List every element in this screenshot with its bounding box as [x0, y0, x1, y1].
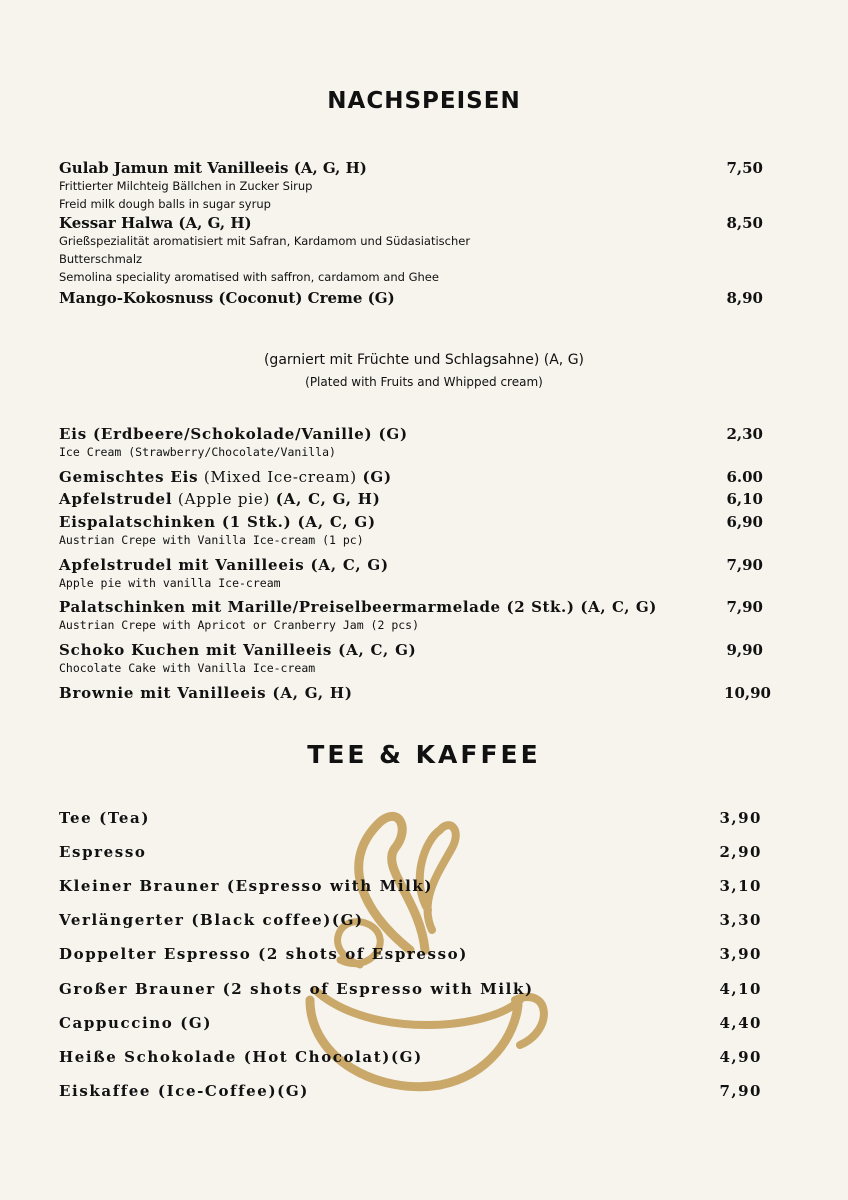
item-name: Kessar Halwa (A, G, H) [59, 214, 252, 232]
coffee-item [59, 1048, 762, 1066]
menu-item [59, 289, 771, 307]
coffee-item [59, 945, 762, 963]
item-price: 4,10 [719, 980, 762, 998]
coffee-item [59, 877, 762, 895]
item-price: 8,50 [726, 214, 763, 232]
item-name: Espresso [59, 843, 147, 861]
item-name-en: (Apple pie) [172, 490, 276, 508]
item-name-de: Gemischtes Eis [59, 468, 199, 486]
item-name: Kleiner Brauner (Espresso with Milk) [59, 877, 434, 895]
item-price: 4,40 [719, 1014, 762, 1032]
menu-item [59, 159, 771, 213]
menu-item [59, 684, 771, 702]
item-name: Doppelter Espresso (2 shots of Espresso) [59, 945, 468, 963]
item-desc-cont: Butterschmalz [59, 252, 143, 266]
item-name [59, 468, 771, 486]
item-desc: Apple pie with vanilla Ice-cream [59, 576, 281, 590]
item-price: 7,90 [726, 598, 763, 616]
item-desc: Chocolate Cake with Vanilla Ice-cream [59, 661, 316, 675]
item-allergens: (G) [362, 468, 392, 486]
item-name: Eiskaffee (Ice-Coffee)(G) [59, 1082, 309, 1100]
item-name [59, 490, 771, 508]
item-desc: Ice Cream (Strawberry/Chocolate/Vanilla) [59, 445, 336, 459]
coffee-item [59, 1082, 762, 1100]
menu-item [59, 598, 771, 634]
item-price: 2,30 [726, 425, 763, 443]
garnish-note: (garniert mit Früchte und Schlagsahne) (A, G) [263, 352, 585, 368]
section-title-coffee: TEE & KAFFEE [307, 740, 541, 769]
coffee-item [59, 843, 762, 861]
item-desc: Austrian Crepe with Vanilla Ice-cream (1 pc) [59, 533, 364, 547]
section-title-desserts: NACHSPEISEN [327, 88, 521, 114]
item-name: Cappuccino (G) [59, 1014, 213, 1032]
item-price: 7,50 [726, 159, 763, 177]
item-price: 6.00 [726, 468, 763, 486]
item-price: 2,90 [719, 843, 762, 861]
item-name: Eis (Erdbeere/Schokolade/Vanille) (G) [59, 425, 408, 443]
item-allergens: (A, C, G, H) [275, 490, 381, 508]
item-price: 10,90 [724, 684, 771, 702]
item-name: Eispalatschinken (1 Stk.) (A, C, G) [59, 513, 376, 531]
item-desc: Frittierter Milchteig Bällchen in Zucker Sirup [59, 179, 313, 193]
garnish-note-en: (Plated with Fruits and Whipped cream) [305, 375, 543, 389]
coffee-item [59, 980, 762, 998]
menu-item [59, 556, 771, 592]
item-price: 8,90 [726, 289, 763, 307]
item-price: 6,10 [726, 490, 763, 508]
coffee-item [59, 1014, 762, 1032]
item-price: 7,90 [726, 556, 763, 574]
item-desc: Grießspezialität aromatisiert mit Safran, Kardamom und Südasiatischer [59, 234, 471, 248]
menu-item [59, 425, 771, 461]
item-name: Verlängerter (Black coffee)(G) [59, 911, 364, 929]
item-name: Großer Brauner (2 shots of Espresso with Milk) [59, 980, 534, 998]
item-desc-en: Freid milk dough balls in sugar syrup [59, 197, 271, 211]
item-name: Brownie mit Vanilleeis (A, G, H) [59, 684, 353, 702]
item-name-en: (Mixed Ice-cream) [198, 468, 363, 486]
item-name: Heiße Schokolade (Hot Chocolat)(G) [59, 1048, 423, 1066]
item-price: 7,90 [719, 1082, 762, 1100]
item-name-de: Apfelstrudel [59, 490, 173, 508]
item-desc: Austrian Crepe with Apricot or Cranberry Jam (2 pcs) [59, 618, 420, 632]
item-name: Palatschinken mit Marille/Preiselbeermarmelade (2 Stk.) (A, C, G) [59, 598, 657, 616]
coffee-item [59, 911, 762, 929]
menu-item [59, 513, 771, 549]
item-name: Gulab Jamun mit Vanilleeis (A, G, H) [59, 159, 367, 177]
menu-item [59, 490, 771, 508]
menu-item [59, 214, 771, 286]
item-price: 6,90 [726, 513, 763, 531]
item-price: 3,90 [719, 809, 762, 827]
menu-item [59, 468, 771, 486]
item-price: 3,10 [719, 877, 762, 895]
item-price: 4,90 [719, 1048, 762, 1066]
item-price: 9,90 [726, 641, 763, 659]
item-price: 3,30 [719, 911, 762, 929]
item-name: Mango-Kokosnuss (Coconut) Creme (G) [59, 289, 395, 307]
coffee-item [59, 809, 762, 827]
item-desc-en: Semolina speciality aromatised with saffron, cardamom and Ghee [59, 270, 439, 284]
item-name: Schoko Kuchen mit Vanilleeis (A, C, G) [59, 641, 417, 659]
item-name: Apfelstrudel mit Vanilleeis (A, C, G) [59, 556, 389, 574]
item-price: 3,90 [719, 945, 762, 963]
item-name: Tee (Tea) [59, 809, 151, 827]
menu-item [59, 641, 771, 677]
